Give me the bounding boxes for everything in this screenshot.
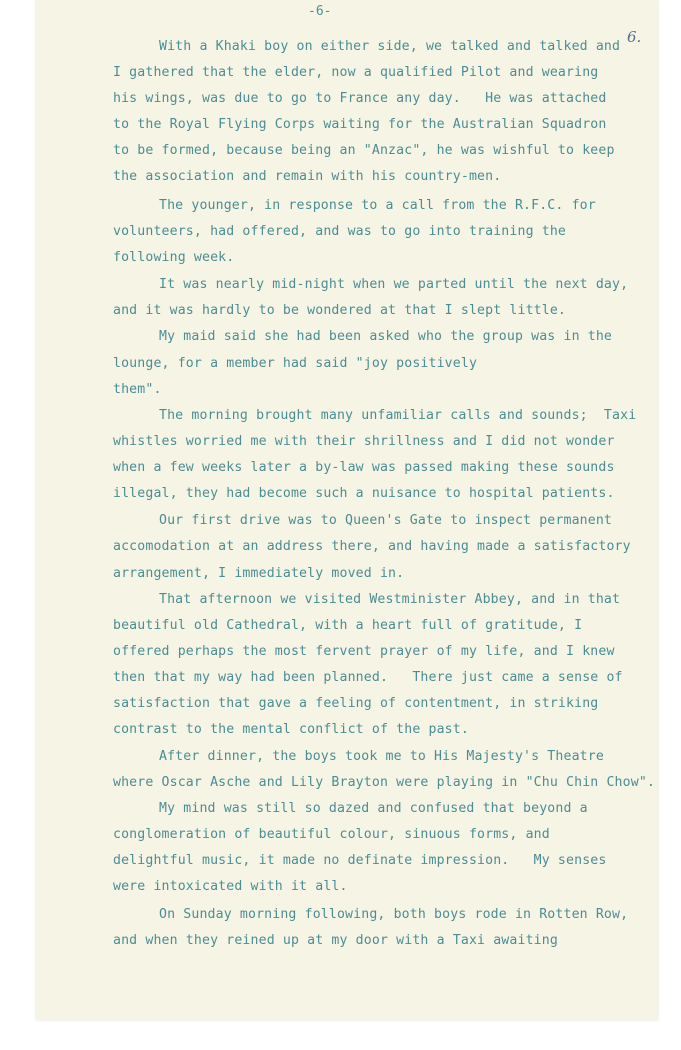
text-line: After dinner, the boys took me to His Majesty's Theatre <box>159 749 604 764</box>
text-line: lounge, for a member had said "joy positively <box>113 356 478 371</box>
text-line: I gathered that the elder, now a qualified Pilot and wearing <box>113 65 599 80</box>
text-line: and it was hardly to be wondered at that I slept little. <box>113 303 567 318</box>
text-line: them". <box>113 382 162 397</box>
text-line: contrast to the mental conflict of the past. <box>113 722 469 737</box>
text-line: following week. <box>113 250 235 265</box>
page-number: -6- <box>308 4 332 19</box>
text-line: were intoxicated with it all. <box>113 879 348 894</box>
text-line: My mind was still so dazed and confused that beyond a <box>159 801 588 816</box>
text-line: My maid said she had been asked who the group was in the <box>159 329 613 344</box>
document-page <box>36 0 658 1020</box>
text-line: where Oscar Asche and Lily Brayton were playing in "Chu Chin Chow". <box>113 775 655 790</box>
text-line: On Sunday morning following, both boys rode in Rotten Row, <box>159 907 629 922</box>
text-line: to the Royal Flying Corps waiting for the Australian Squadron <box>113 117 607 132</box>
text-line: offered perhaps the most fervent prayer of my life, and I knew <box>113 644 615 659</box>
text-line: arrangement, I immediately moved in. <box>113 566 405 581</box>
text-line: With a Khaki boy on either side, we talked and talked and <box>159 39 621 54</box>
text-line: illegal, they had become such a nuisance to hospital patients. <box>113 486 615 501</box>
text-line: It was nearly mid-night when we parted until the next day, <box>159 277 629 292</box>
text-line: whistles worried me with their shrillness and I did not wonder <box>113 434 615 449</box>
text-line: then that my way had been planned. There just came a sense of <box>113 670 623 685</box>
text-line: The younger, in response to a call from the R.F.C. for <box>159 198 596 213</box>
text-line: the association and remain with his country-men. <box>113 169 502 184</box>
text-line: beautiful old Cathedral, with a heart full of gratitude, I <box>113 618 583 633</box>
text-line: The morning brought many unfamiliar calls and sounds; Taxi <box>159 408 637 423</box>
text-line: and when they reined up at my door with a Taxi awaiting <box>113 933 558 948</box>
text-line: when a few weeks later a by-law was passed making these sounds <box>113 460 615 475</box>
text-line: his wings, was due to go to France any day. He was attached <box>113 91 607 106</box>
handwritten-page-number: 6. <box>627 28 642 46</box>
text-line: conglomeration of beautiful colour, sinuous forms, and <box>113 827 550 842</box>
text-line: That afternoon we visited Westminister Abbey, and in that <box>159 592 621 607</box>
text-line: to be formed, because being an "Anzac", he was wishful to keep <box>113 143 615 158</box>
text-line: volunteers, had offered, and was to go into training the <box>113 224 567 239</box>
text-line: delightful music, it made no definate impression. My senses <box>113 853 607 868</box>
text-line: accomodation at an address there, and having made a satisfactory <box>113 539 631 554</box>
text-line: satisfaction that gave a feeling of contentment, in striking <box>113 696 599 711</box>
text-line: Our first drive was to Queen's Gate to inspect permanent <box>159 513 613 528</box>
